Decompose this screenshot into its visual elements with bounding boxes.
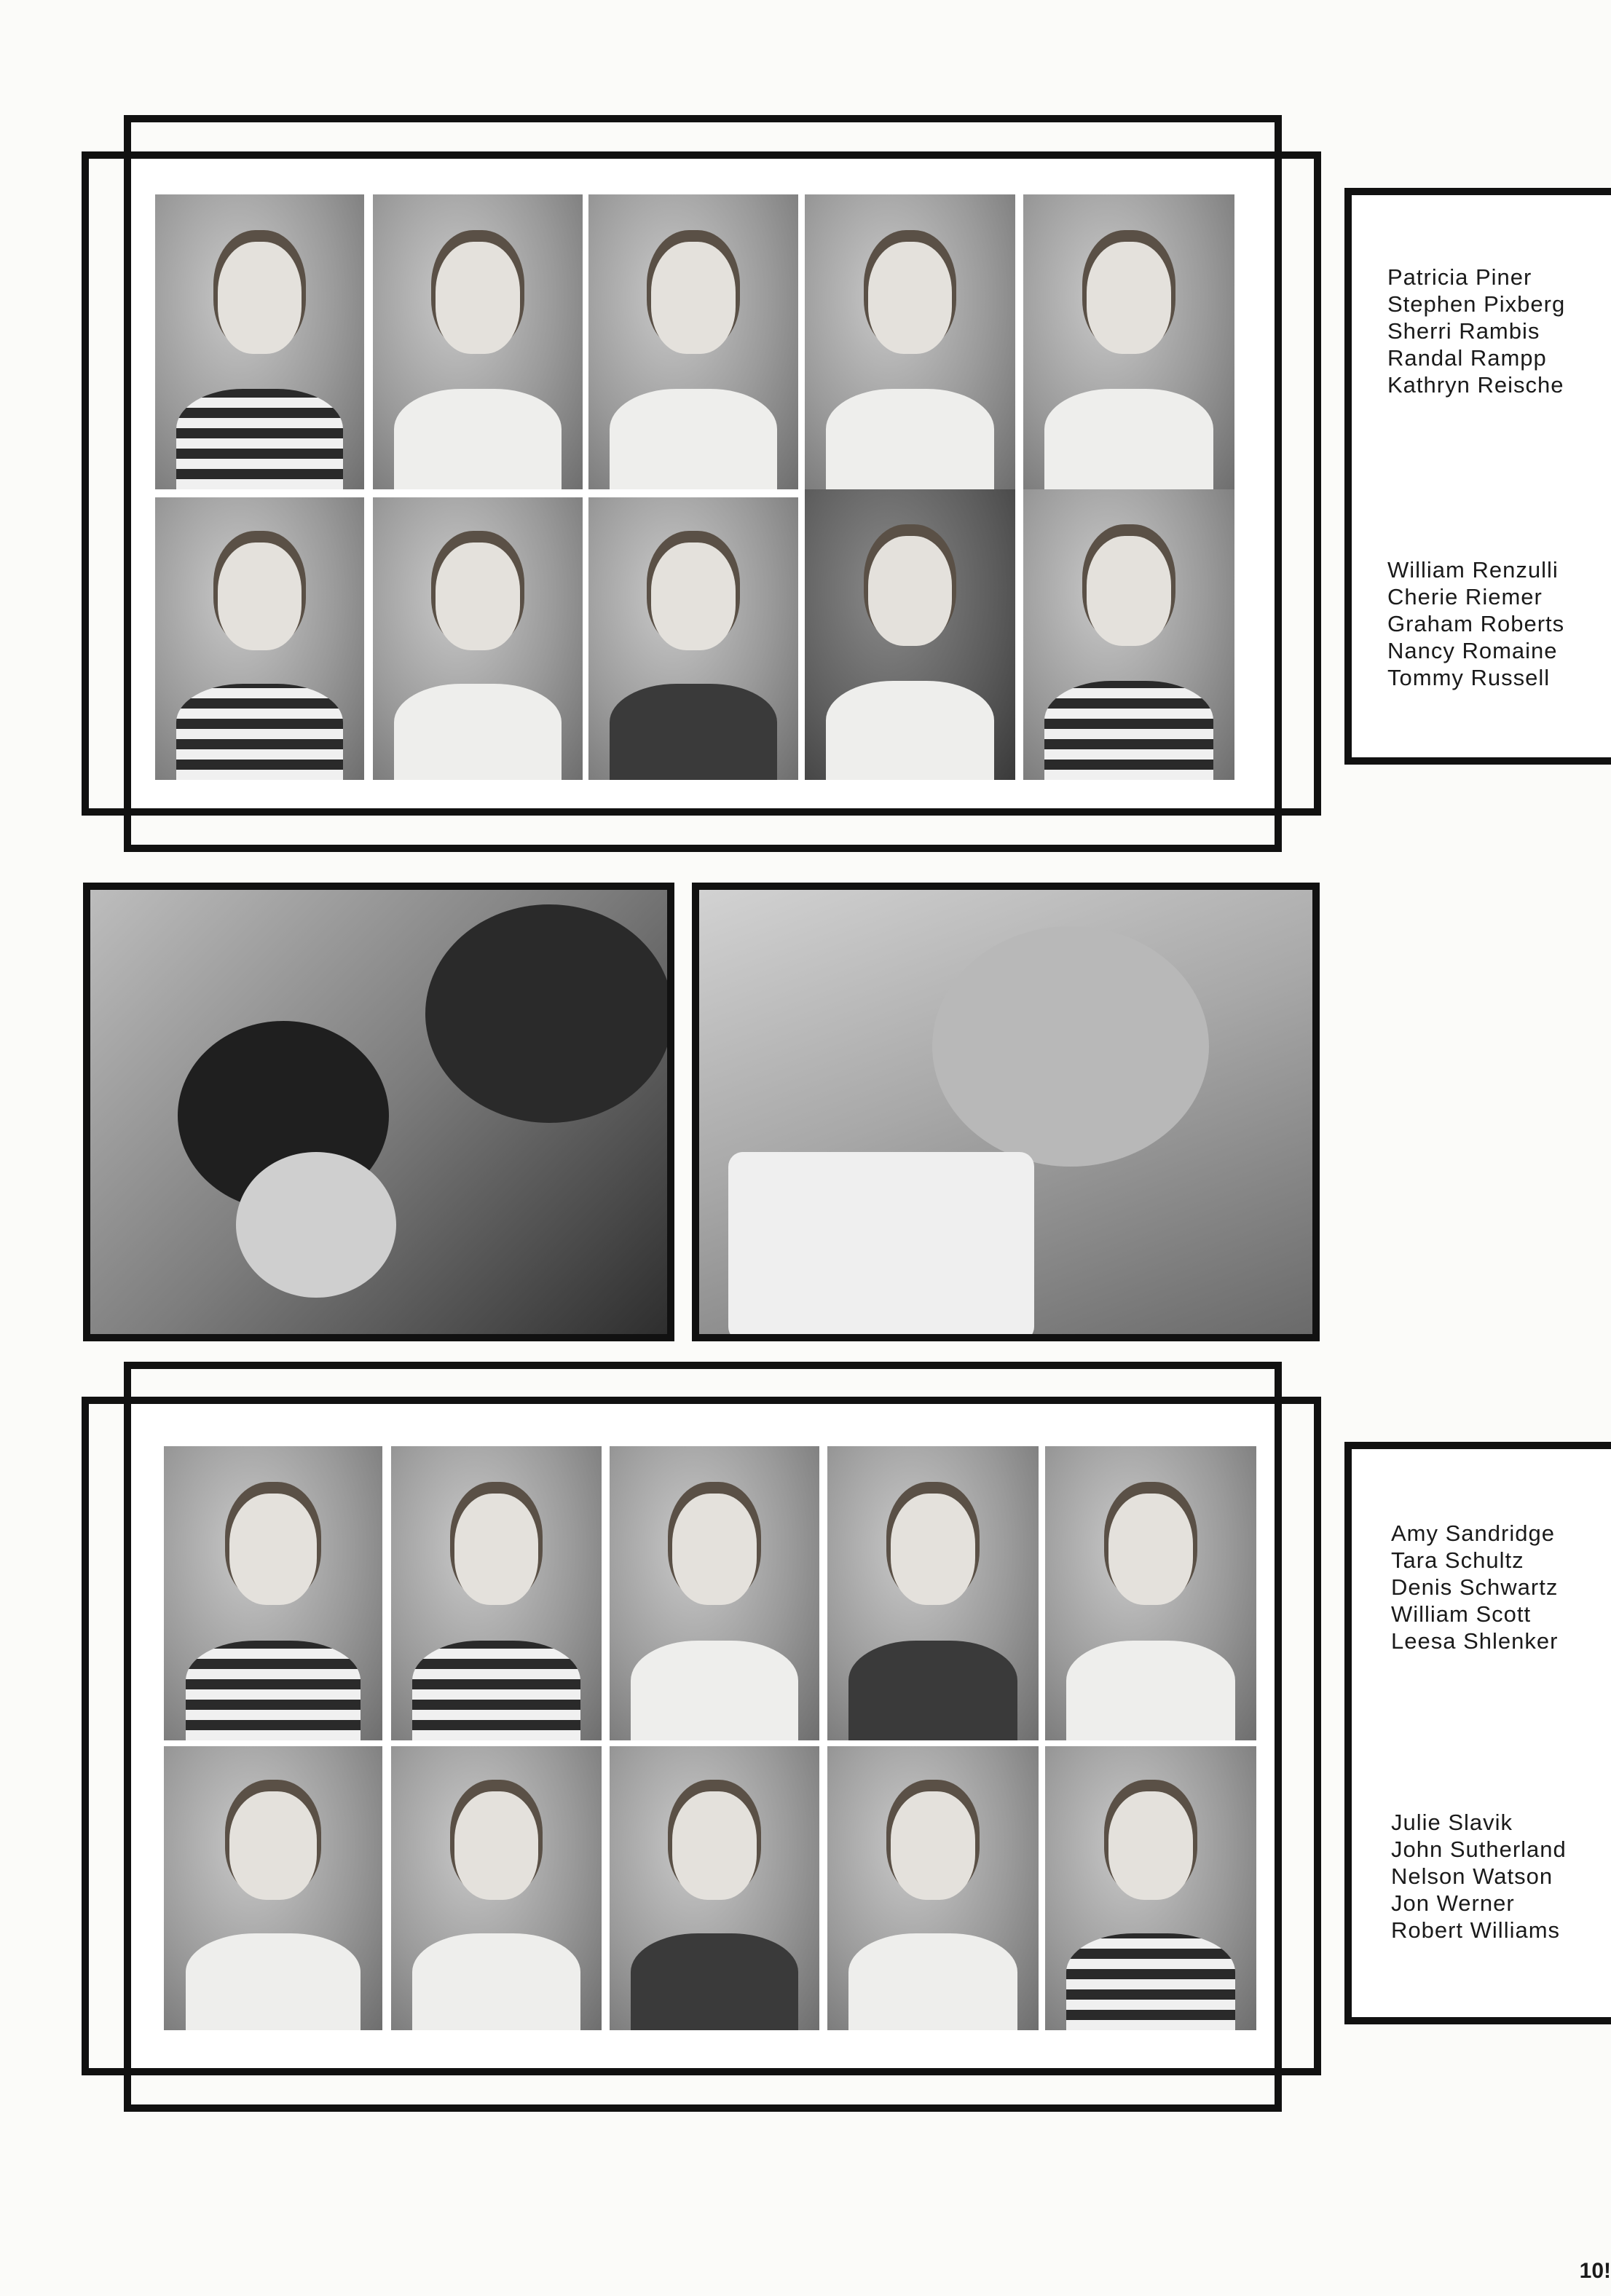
name-label: Robert Williams: [1391, 1917, 1561, 1943]
top-row2-names: [1387, 556, 1564, 691]
name-label: Cherie Riemer: [1387, 584, 1543, 609]
portrait-photo: [1023, 194, 1234, 489]
portrait-photo: [164, 1446, 382, 1740]
portrait-photo: [827, 1746, 1039, 2030]
portrait-photo: [1045, 1446, 1256, 1740]
name-label: Nelson Watson: [1391, 1863, 1553, 1889]
name-label: Denis Schwartz: [1391, 1574, 1559, 1600]
name-label: John Sutherland: [1391, 1837, 1567, 1862]
portrait-photo: [391, 1446, 602, 1740]
portrait-photo: [1023, 489, 1234, 780]
name-label: Tara Schultz: [1391, 1547, 1524, 1573]
portrait-photo: [610, 1746, 819, 2030]
portrait-photo: [391, 1746, 602, 2030]
portrait-photo: [588, 497, 798, 780]
portrait-photo: [610, 1446, 819, 1740]
name-label: Leesa Shlenker: [1391, 1628, 1559, 1654]
portrait-photo: [827, 1446, 1039, 1740]
candid-photo-left: [83, 883, 674, 1341]
name-label: Jon Werner: [1391, 1890, 1515, 1916]
bottom-row1-names: [1391, 1520, 1558, 1654]
name-label: Amy Sandridge: [1391, 1520, 1555, 1546]
name-label: Kathryn Reische: [1387, 372, 1564, 398]
portrait-photo: [373, 497, 583, 780]
name-label: Nancy Romaine: [1387, 638, 1558, 663]
portrait-photo: [805, 489, 1015, 780]
name-label: Graham Roberts: [1387, 611, 1565, 636]
name-label: Stephen Pixberg: [1387, 291, 1566, 317]
bottom-row2-names: [1391, 1809, 1567, 1944]
name-label: William Renzulli: [1387, 557, 1559, 583]
name-label: Randal Rampp: [1387, 345, 1547, 371]
candid-photo-right: [692, 883, 1320, 1341]
page-number: 10!: [1579, 2259, 1611, 2283]
name-label: William Scott: [1391, 1601, 1532, 1627]
top-row1-names: [1387, 264, 1565, 398]
portrait-photo: [155, 497, 364, 780]
portrait-photo: [373, 194, 583, 489]
portrait-photo: [164, 1746, 382, 2030]
name-label: Patricia Piner: [1387, 264, 1532, 290]
name-label: Sherri Rambis: [1387, 318, 1540, 344]
portrait-photo: [588, 194, 798, 489]
portrait-photo: [155, 194, 364, 489]
portrait-photo: [1045, 1746, 1256, 2030]
name-label: Julie Slavik: [1391, 1810, 1513, 1835]
portrait-photo: [805, 194, 1015, 489]
name-label: Tommy Russell: [1387, 665, 1551, 690]
